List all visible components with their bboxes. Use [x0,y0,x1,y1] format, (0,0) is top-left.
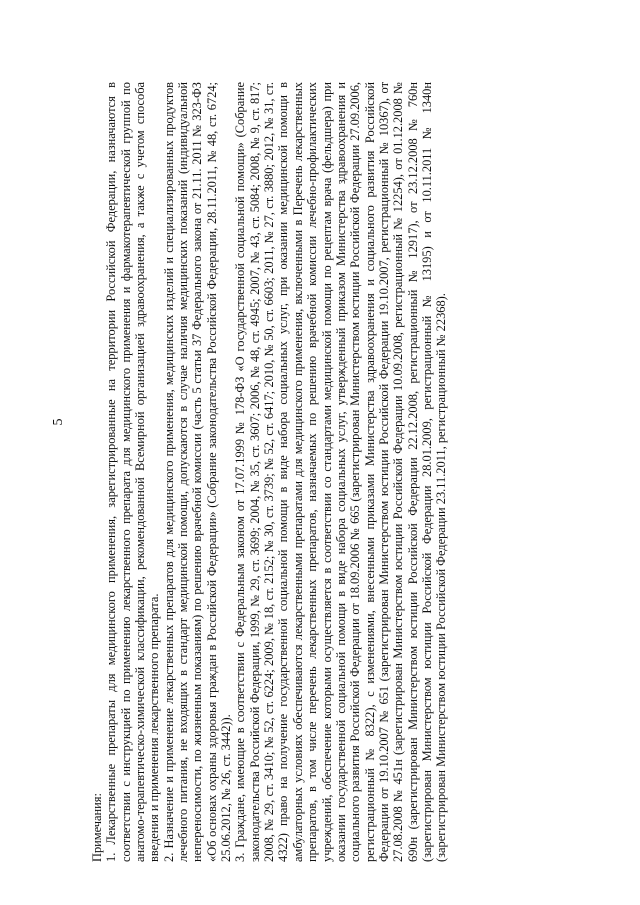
notes-heading: Примечания: [90,793,104,862]
rotated-text-block [51,82,449,862]
page-number: 5 [51,418,66,426]
note-3: 3. Граждане, имеющие в соответствии с Федеральным законом от 17.07.1999 № 178-ФЗ «О государственной социальной помощи» (Собрание законодательства Российской Федерации, 1999, № 29, ст. 3699; 2004, № 35, ст. 3607; 2006, № 48, ст. 4945; 2007, № 43, ст. 5084; 2008, № 9, ст. 817; 2008, № 29, ст. 3410; № 52, ст. 6224; 2009, № 18, ст. 2152; № 30, ст. 3739; № 52, ст. 6417; 2010, № 50, ст. 6603; 2011, № 27, ст. 3880; 2012, № 31, ст. 4322) право на получение государственной социальной помощи в виде набора социальных услуг, при оказании медицинской помощи в амбулаторных условиях обеспечиваются лекарственными препаратами для медицинского применения, включенными в Перечень лекарственных препаратов, в том числе перечень лекарственных препаратов, назначаемых по решению врачебной комиссии лечебно-профилактических учреждений, обеспечение которыми осуществляется в соответствии со стандартами медицинской помощи по рецептам врача (фельдшера) при оказании государственной социальной помощи в виде набора социальных услуг, утвержденный приказом Министерства здравоохранения и социального развития Российской Федерации от 18.09.2006 № 665 (зарегистрирован Министерством юстиции Российской Федерации 27.09.2006, регистрационный № 8322), с изменениями, внесенными приказами Министерства здравоохранения и социального развития Российской Федерации от 19.10.2007 № 651 (зарегистрирован Министерством юстиции Российской Федерации 19.10.2007, регистрационный № 10367), от 27.08.2008 № 451н (зарегистрирован Министерством юстиции Российской Федерации 10.09.2008, регистрационный № 12254), от 01.12.2008 № 690н (зарегистрирован Министерством юстиции Российской Федерации 22.12.2008, регистрационный № 12917), от 23.12.2008 № 760н (зарегистрирован Министерством юстиции Российской Федерации 28.01.2009, регистрационный № 13195) и от 10.11.2011 № 1340н (зарегистрирован Министерством юстиции Российской Федерации 23.11.2011, регистрационный № 22368). [233,82,449,862]
note-2: 2. Назначение и применение лекарственных препаратов для медицинского применения, медицинских изделий и специализированных продуктов лечебного питания, не входящих в стандарт медицинской помощи, допускаются в случае наличия медицинских показаний (индивидуальной непереносимости, по жизненным показаниям) по решению врачебной комиссии (часть 5 статьи 37 Федерального закона от 21.11. 2011 № 323-ФЗ «Об основах охраны здоровья граждан в Российской Федерации» (Собрание законодательства Российской Федерации, 28.11.2011, № 48, ст. 6724; 25.06.2012, № 26, ст. 3442)). [161,82,234,862]
note-1: 1. Лекарственные препараты для медицинского применения, зарегистрированные на территории Российской Федерации, назначаются в соответствии с инструкцией по применению лекарственного препарата для медицинского применения и фармакотерапевтической группой по анатомо-терапевтическо-химической классификации, рекомендованной Всемирной организацией здравоохранения, а также с учетом способа введения и применения лекарственного препарата. [104,82,162,862]
